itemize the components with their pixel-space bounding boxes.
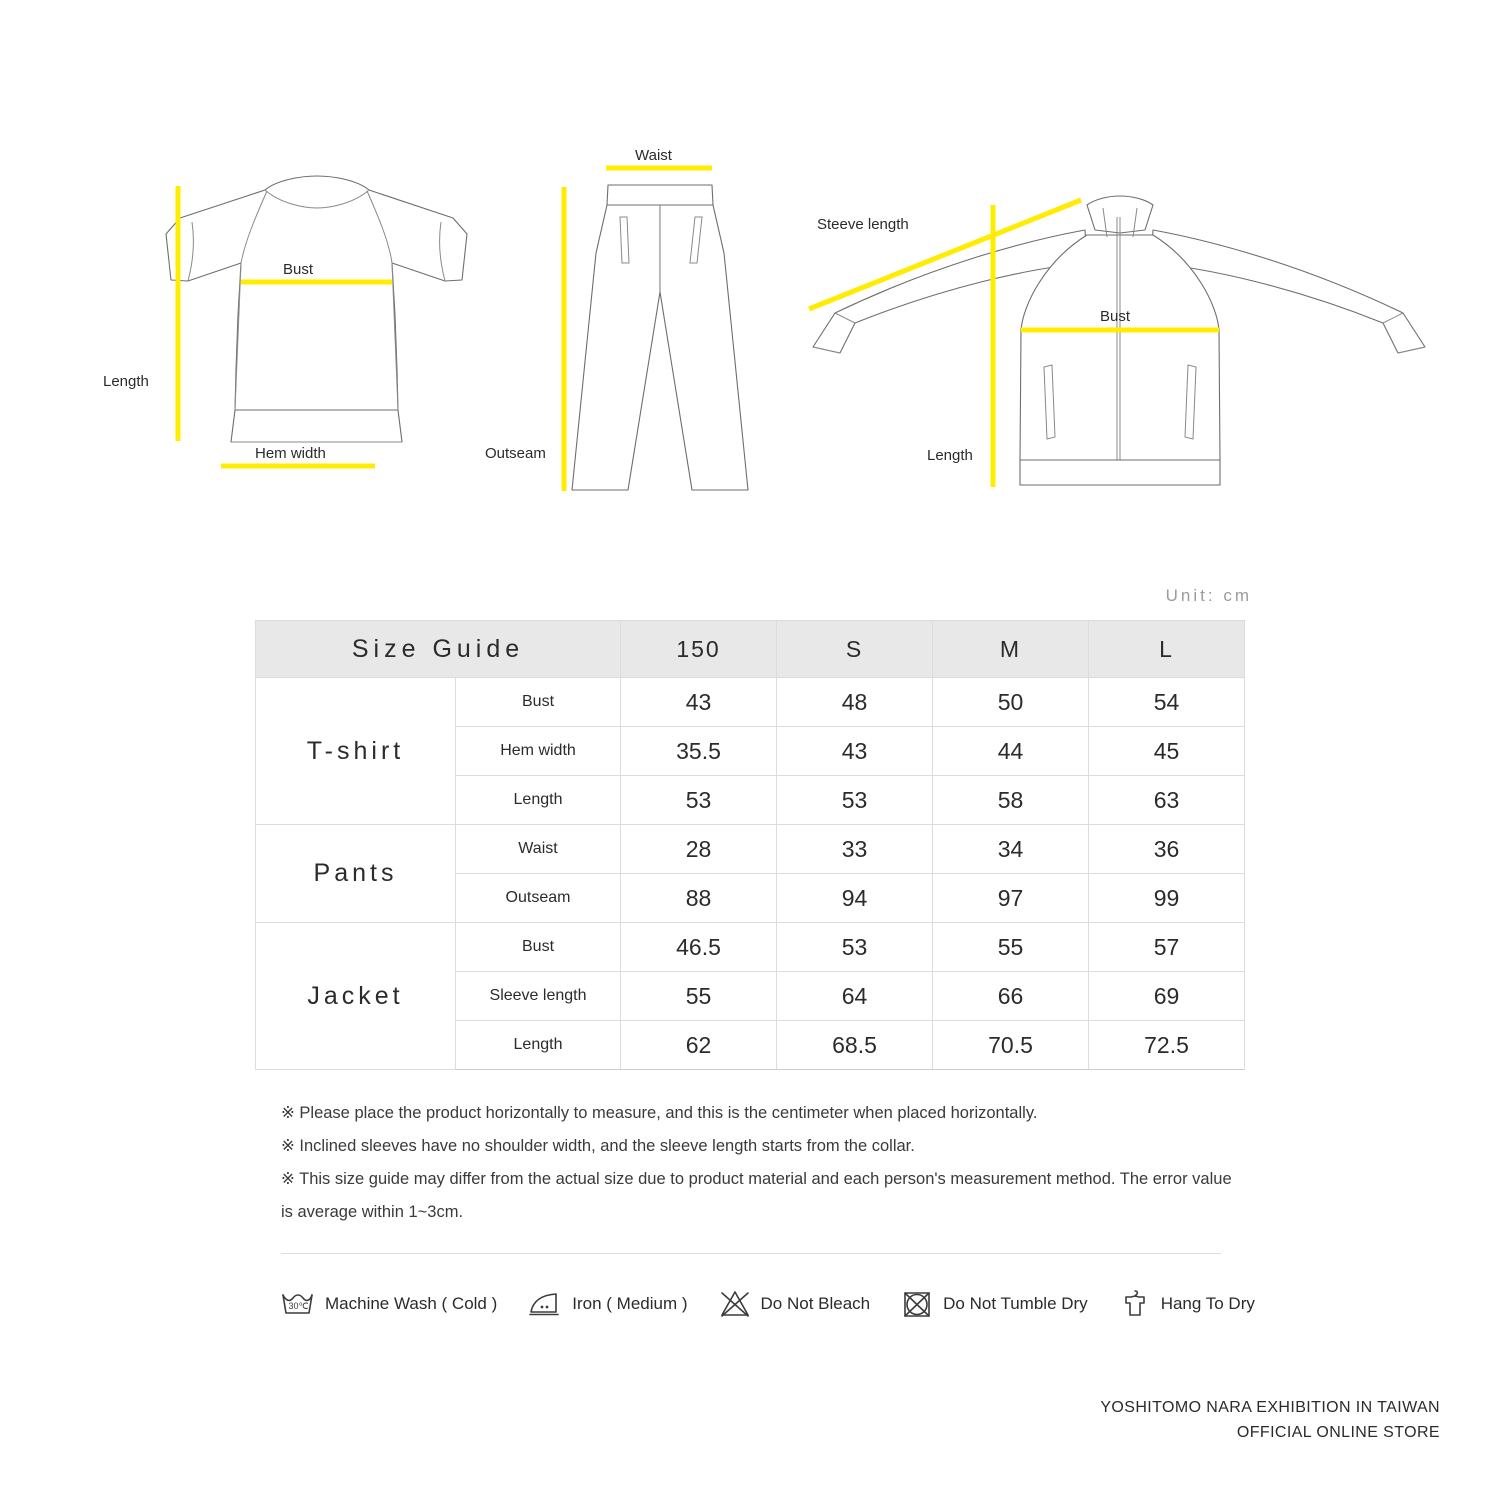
value-cell: 69 — [1089, 972, 1245, 1021]
pants-waist-label: Waist — [635, 147, 672, 164]
value-cell: 36 — [1089, 825, 1245, 874]
garment-diagrams — [0, 0, 1500, 560]
measure-label: Waist — [456, 825, 621, 874]
tshirt-length-label: Length — [103, 373, 149, 390]
tshirt-hem-width-label: Hem width — [255, 445, 326, 462]
value-cell: 64 — [777, 972, 933, 1021]
size-column-header-s: S — [777, 621, 933, 678]
value-cell: 43 — [621, 678, 777, 727]
footer-line-2: OFFICIAL ONLINE STORE — [1236, 1423, 1440, 1441]
note-item: ※ Inclined sleeves have no shoulder width, and the sleeve length starts from the collar. — [281, 1137, 915, 1155]
jacket-diagram — [795, 175, 1445, 515]
value-cell: 53 — [621, 776, 777, 825]
care-instructions-row — [278, 1288, 1258, 1320]
note-item: ※ Please place the product horizontally to measure, and this is the centimeter when placed horizontally. — [281, 1104, 1038, 1122]
category-label-jacket: Jacket — [256, 923, 456, 1070]
value-cell: 35.5 — [621, 727, 777, 776]
table-group-jacket — [256, 923, 1245, 1070]
table-row — [256, 923, 1245, 972]
care-item-iron — [527, 1288, 687, 1320]
measure-label: Hem width — [456, 727, 621, 776]
measure-label: Length — [456, 776, 621, 825]
value-cell: 53 — [777, 923, 933, 972]
value-cell: 94 — [777, 874, 933, 923]
do-not-bleach-icon — [718, 1288, 752, 1320]
value-cell: 33 — [777, 825, 933, 874]
wash-temperature-text: 30℃ — [288, 1301, 309, 1311]
tshirt-diagram — [95, 160, 495, 510]
care-label: Machine Wash ( Cold ) — [325, 1294, 498, 1313]
category-label-pants: Pants — [256, 825, 456, 923]
jacket-bust-label: Bust — [1100, 308, 1131, 325]
table-row — [256, 825, 1245, 874]
size-column-header-m: M — [933, 621, 1089, 678]
hang-to-dry-icon — [1118, 1288, 1152, 1320]
table-header-row — [256, 621, 1245, 678]
table-row — [256, 678, 1245, 727]
table-group-pants — [256, 825, 1245, 923]
measure-label: Bust — [456, 923, 621, 972]
value-cell: 34 — [933, 825, 1089, 874]
value-cell: 99 — [1089, 874, 1245, 923]
value-cell: 28 — [621, 825, 777, 874]
care-label: Do Not Tumble Dry — [943, 1294, 1088, 1313]
category-label-tshirt: T-shirt — [256, 678, 456, 825]
section-divider — [281, 1253, 1221, 1254]
table-header — [256, 621, 1245, 678]
value-cell: 72.5 — [1089, 1021, 1245, 1070]
care-item-machine-wash — [278, 1288, 497, 1320]
measure-label: Outseam — [456, 874, 621, 923]
value-cell: 45 — [1089, 727, 1245, 776]
value-cell: 43 — [777, 727, 933, 776]
care-label: Iron ( Medium ) — [572, 1294, 688, 1313]
table-title: Size Guide — [256, 621, 621, 678]
unit-note: Unit: cm — [1165, 586, 1252, 605]
note-item: ※ This size guide may differ from the actual size due to product material and each person's measurement method. The error value is average within 1~3cm. — [281, 1170, 1232, 1221]
value-cell: 54 — [1089, 678, 1245, 727]
tshirt-bust-label: Bust — [283, 261, 314, 278]
measure-label: Bust — [456, 678, 621, 727]
measure-label: Length — [456, 1021, 621, 1070]
value-cell: 48 — [777, 678, 933, 727]
value-cell: 62 — [621, 1021, 777, 1070]
measure-label: Sleeve length — [456, 972, 621, 1021]
value-cell: 57 — [1089, 923, 1245, 972]
value-cell: 53 — [777, 776, 933, 825]
pants-outseam-label: Outseam — [485, 445, 546, 462]
value-cell: 70.5 — [933, 1021, 1089, 1070]
value-cell: 58 — [933, 776, 1089, 825]
care-label: Do Not Bleach — [760, 1294, 871, 1313]
value-cell: 55 — [621, 972, 777, 1021]
value-cell: 66 — [933, 972, 1089, 1021]
value-cell: 97 — [933, 874, 1089, 923]
size-guide-table-container — [255, 620, 1245, 1070]
jacket-length-label: Length — [927, 447, 973, 464]
machine-wash-icon — [278, 1288, 316, 1320]
care-item-do-not-bleach — [718, 1288, 871, 1320]
value-cell: 63 — [1089, 776, 1245, 825]
value-cell: 44 — [933, 727, 1089, 776]
measurement-notes — [281, 1097, 1241, 1229]
care-label: Hang To Dry — [1160, 1294, 1255, 1313]
size-column-header-l: L — [1089, 621, 1245, 678]
table-group-tshirt — [256, 678, 1245, 825]
footer-branding — [1100, 1396, 1440, 1446]
pants-diagram — [480, 135, 780, 515]
value-cell: 46.5 — [621, 923, 777, 972]
size-guide-table — [255, 620, 1245, 1070]
value-cell: 88 — [621, 874, 777, 923]
care-item-hang-to-dry — [1118, 1288, 1255, 1320]
size-column-header-150: 150 — [621, 621, 777, 678]
value-cell: 55 — [933, 923, 1089, 972]
value-cell: 50 — [933, 678, 1089, 727]
value-cell: 68.5 — [777, 1021, 933, 1070]
footer-line-1: YOSHITOMO NARA EXHIBITION IN TAIWAN — [1100, 1399, 1440, 1416]
jacket-sleeve-length-label: Steeve length — [817, 216, 909, 233]
care-item-do-not-tumble-dry — [900, 1288, 1088, 1320]
do-not-tumble-dry-icon — [900, 1288, 934, 1320]
iron-medium-icon — [527, 1288, 563, 1320]
